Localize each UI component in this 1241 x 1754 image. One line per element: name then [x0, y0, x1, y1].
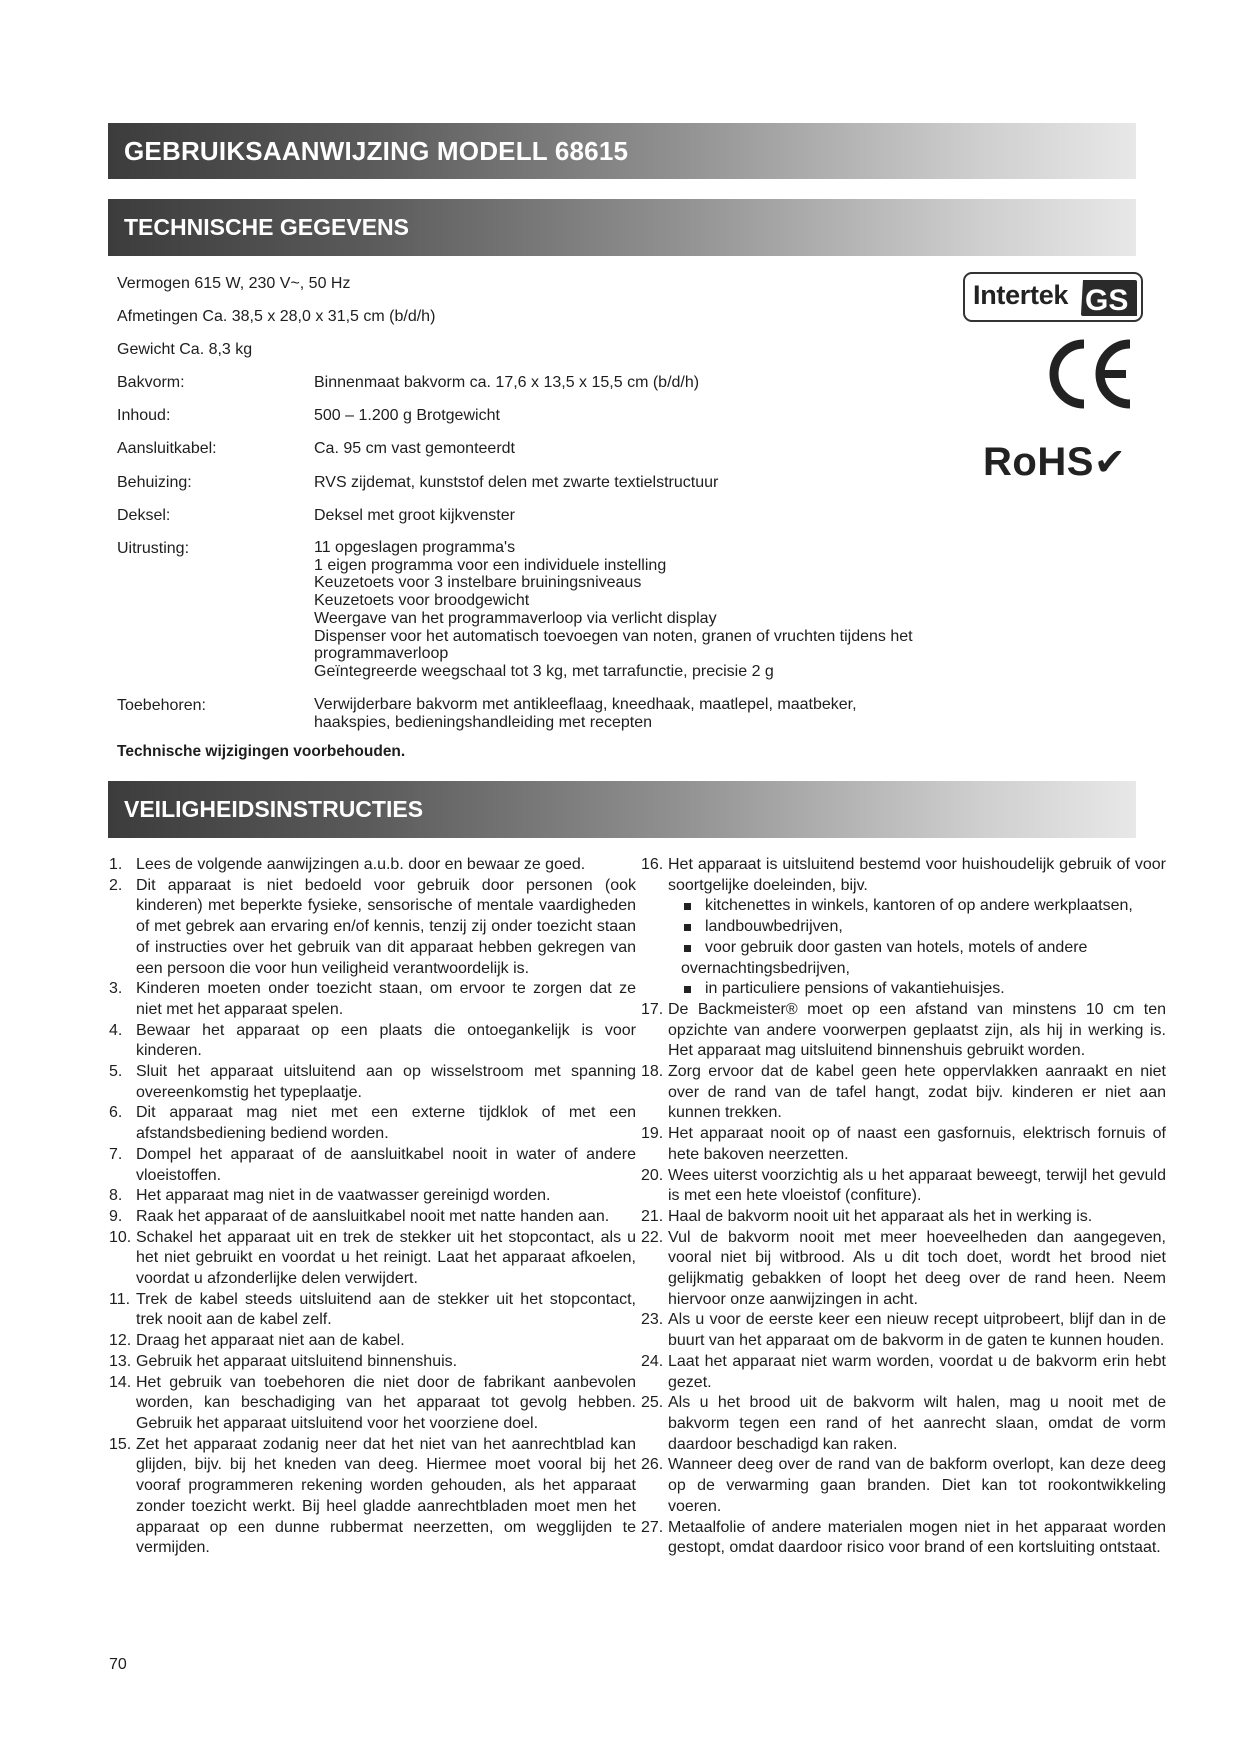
safety-item: 2. Dit apparaat is niet bedoeld voor gebruik door personen (ook kinderen) met beperkte fysieke, sensorische of mentale vaardigheden of met gebrek aan ervaring en/of kennis, tenzij zij onder toezicht staan of instructies over het gebruik van dit apparaat hebben gekregen van een persoon die voor hun veiligheid verantwoordelijk is. — [109, 876, 636, 977]
safety-item: 6. Dit apparaat mag niet met een externe tijdklok of met een afstandsbediening bediend worden. — [109, 1104, 636, 1143]
spec-accessories-list: Verwijderbare bakvorm met antikleeflaag, kneedhaak, maatlepel, maatbeker, haakspies, bedieningshandleiding met recepten — [314, 696, 857, 731]
safety-item: 20. Wees uiterst voorzichtig als u het apparaat beweegt, terwijl het gevuld is met een hete vloeistof (confiture). — [641, 1166, 1166, 1205]
bullet-square-icon — [684, 986, 691, 993]
intertek-gs-logo: Intertek GS — [963, 272, 1143, 322]
safety-item: 4. Bewaar het apparaat op een plaats die ontoegankelijk is voor kinderen. — [109, 1021, 636, 1060]
safety-item: 22. Vul de bakvorm nooit met meer hoeveelheden dan aangegeven, vooral niet bij witbrood. Als u dit toch doet, wordt het brood niet gelijkmatig gebakken of loopt het deeg over de rand heen. Neem hiervoor onze aanwijzingen in acht. — [641, 1228, 1166, 1308]
safety-item: 12. Draag het apparaat niet aan de kabel. — [109, 1332, 405, 1350]
safety-item: 7. Dompel het apparaat of de aansluitkabel nooit in water of andere vloeistoffen. — [109, 1145, 636, 1184]
checkmark-icon: ✔ — [1093, 442, 1127, 484]
bullet-square-icon — [684, 903, 691, 910]
safety-item: 24. Laat het apparaat niet warm worden, voordat u de bakvorm erin hebt gezet. — [641, 1352, 1166, 1391]
safety-item: 18. Zorg ervoor dat de kabel geen hete oppervlakken aanraakt en niet over de rand van de tafel hangt, zodat bijv. kinderen er niet aan kunnen trekken. — [641, 1063, 1166, 1122]
safety-list-left — [109, 855, 636, 1559]
spec-value: RVS zijdemat, kunststof delen met zwarte textielstructuur — [314, 474, 719, 491]
safety-item: 21. Haal de bakvorm nooit uit het apparaat als het in werking is. — [641, 1207, 1093, 1225]
safety-item: 3. Kinderen moeten onder toezicht staan, om ervoor te zorgen dat ze niet met het apparaat spelen. — [109, 980, 636, 1018]
page-number: 70 — [109, 1656, 127, 1673]
section-heading-technical-data: TECHNISCHE GEGEVENS — [108, 199, 1136, 256]
safety-list-right — [641, 855, 1166, 1559]
safety-item: 14. Het gebruik van toebehoren die niet door de fabrikant aanbevolen worden, kan beschadiging van het apparaat tot gevolg hebben. Gebruik het apparaat uitsluitend voor het voorziene doel. — [109, 1373, 636, 1432]
safety-item: 26. Wanneer deeg over de rand van de bakform overlopt, kan deze deeg op de verwarming gaan branden. Diet kan tot rookontwikkeling voeren. — [641, 1456, 1166, 1515]
safety-item: 27. Metaalfolie of andere materialen mogen niet in het apparaat worden gestopt, omdat daardoor risico voor brand of een kortsluiting ontstaat. — [641, 1518, 1166, 1557]
safety-item: 13. Gebruik het apparaat uitsluitend binnenshuis. — [109, 1352, 458, 1370]
spec-equipment-list: 11 opgeslagen programma's 1 eigen programma voor een individuele instelling Keuzetoets voor 3 instelbare bruiningsniveaus Keuzetoets voor broodgewicht Weergave van het programmaverloop via verlicht display Dispenser voor het automatisch toevoegen van noten, granen of vruchten tijdens het programmaverloop Geïntegreerde weegschaal tot 3 kg, met tarrafunctie, precisie 2 g — [314, 539, 913, 680]
svg-text:GS: GS — [1085, 284, 1129, 317]
safety-item: 5. Sluit het apparaat uitsluitend aan op wisselstroom met spanning overeenkomstig het typeplaatje. — [109, 1063, 636, 1101]
safety-item: 8. Het apparaat mag niet in de vaatwasser gereinigd worden. — [109, 1187, 551, 1205]
safety-item: 23. Als u voor de eerste keer een nieuw recept uitprobeert, blijf dan in de buurt van het apparaat om de bakvorm in de gaten te kunnen houden. — [641, 1311, 1166, 1350]
technical-changes-note: Technische wijzigingen voorbehouden. — [117, 743, 406, 760]
safety-item: 17. De Backmeister® moet op een afstand van minstens 10 cm ten opzichte van andere voorwerpen geplaatst zijn, als hij in werking is. Het apparaat mag uitsluitend binnenshuis gebruikt worden. — [641, 1000, 1166, 1060]
bullet-item: voor gebruik door gasten van hotels, motels of andere overnachtingsbedrijven, — [681, 938, 1088, 977]
safety-item: 9. Raak het apparaat of de aansluitkabel nooit met natte handen aan. — [109, 1207, 610, 1225]
bullet-item: in particuliere pensions of vakantiehuisjes. — [641, 979, 1166, 1000]
safety-item: 1. Lees de volgende aanwijzingen a.u.b. door en bewaar ze goed. — [109, 856, 586, 873]
section-heading-safety: VEILIGHEIDSINSTRUCTIES — [108, 781, 1136, 838]
spec-label: Aansluitkabel: — [117, 440, 217, 457]
document-title: GEBRUIKSAANWIJZING MODELL 68615 — [108, 123, 1136, 179]
spec-label: Uitrusting: — [117, 540, 190, 557]
spec-label: Toebehoren: — [117, 697, 206, 714]
safety-item: 16. Het apparaat is uitsluitend bestemd voor huishoudelijk gebruik of voor soortgelijke doeleinden, bijv. — [641, 856, 1166, 894]
spec-label: Deksel: — [117, 507, 171, 524]
spec-label: Behuizing: — [117, 474, 192, 491]
bullet-item: kitchenettes in winkels, kantoren of op andere werkplaatsen, — [641, 896, 1166, 917]
gs-mark-icon — [1079, 276, 1139, 320]
rohs-logo: RoHS✔ — [983, 440, 1127, 484]
safety-item: 10. Schakel het apparaat uit en trek de stekker uit het stopcontact, als u het niet gebruikt en voordat u het reinigt. Laat het apparaat afkoelen, voordat u afzonderlijke delen verwijdert. — [109, 1228, 636, 1288]
spec-value: Ca. 95 cm vast gemonteerdt — [314, 440, 515, 457]
safety-item: 25. Als u het brood uit de bakvorm wilt halen, mag u nooit met de bakvorm tegen een rand of het aanrecht slaan, omdat de vorm daardoor beschadigd kan raken. — [641, 1394, 1166, 1453]
bullet-square-icon — [684, 924, 691, 931]
spec-label: Bakvorm: — [117, 374, 185, 391]
safety-item: 19. Het apparaat nooit op of naast een gasfornuis, elektrisch fornuis of hete bakoven neerzetten. — [641, 1125, 1166, 1163]
safety-item: 15. Zet het apparaat zodanig neer dat het niet van het aanrechtblad kan glijden, bijv. bij het kneden van deeg. Hiermee moet vooral bij het vooraf programmeren rekening worden gehouden, als het apparaat zonder toezicht werkt. Bij heel gladde aanrechtbladen moet men het apparaat op een dunne rubbermat neerzetten, om wegglijden te vermijden. — [109, 1435, 636, 1557]
spec-label: Inhoud: — [117, 407, 171, 424]
bullet-square-icon — [684, 945, 691, 952]
ce-mark-icon — [1046, 338, 1136, 410]
safety-item: 11. Trek de kabel steeds uitsluitend aan de stekker uit het stopcontact, trek nooit aan de kabel zelf. — [109, 1290, 636, 1329]
spec-value: 500 – 1.200 g Brotgewicht — [314, 407, 500, 424]
spec-value: Deksel met groot kijkvenster — [314, 507, 515, 524]
spec-value: Binnenmaat bakvorm ca. 17,6 x 13,5 x 15,5 cm (b/d/h) — [314, 374, 700, 391]
bullet-item: landbouwbedrijven, — [641, 917, 1166, 938]
